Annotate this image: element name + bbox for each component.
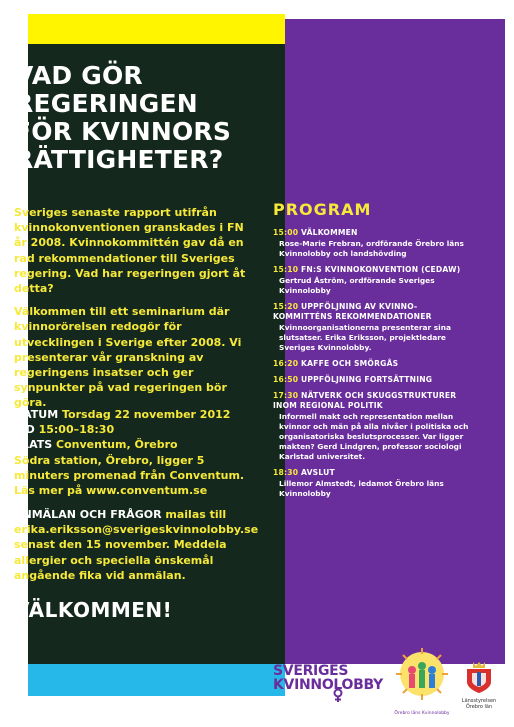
time-value: 15:00–18:30 — [38, 423, 115, 437]
event-details — [14, 407, 250, 498]
program-item-head — [273, 391, 469, 411]
sun-figures-icon — [394, 648, 450, 706]
place-value: Conventum, Örebro — [56, 438, 178, 452]
program-item-title: AVSLUT — [301, 468, 335, 477]
program-item-head — [273, 359, 469, 369]
program-item-head — [273, 302, 469, 322]
registration-text: mailas till — [165, 508, 227, 521]
program-item-head — [273, 265, 469, 275]
purple-top-band — [285, 19, 505, 44]
headline-line: REGERINGEN — [14, 89, 198, 118]
program-item-desc: Kvinnoorganisationerna presenterar sina slutsatser. Erika Eriksson, projektledare Sveriges Kvinnolobby. — [279, 323, 451, 352]
registration-deadline: senast den 15 november. Meddela allergier och speciella önskemål angående fika vid anmälan. — [14, 538, 227, 582]
logo-line: KVINNOLOBBY — [273, 677, 383, 693]
program-item — [273, 302, 469, 353]
logo-line: SVERIGES — [273, 663, 349, 679]
program-item — [273, 228, 469, 259]
program-item-title: NÄTVERK OCH SKUGGSTRUKTURER INOM REGIONAL POLITIK — [273, 391, 457, 410]
intro-paragraph: Välkommen till ett seminarium där kvinnorörelsen redogör för utvecklingen i Sverige efter 2008. Vi presenterar vår granskning av regeringens insatser och ger synpunkter på vad regeringen bör göra. — [14, 305, 242, 410]
program-item — [273, 375, 469, 385]
lansstyrelsen-logo — [457, 660, 501, 710]
place-label: PLATS — [14, 438, 53, 452]
headline-line: RÄTTIGHETER? — [14, 145, 224, 174]
program-item — [273, 359, 469, 369]
orebro-kvinnolobby-logo — [392, 648, 452, 716]
program-time: 15:00 — [273, 228, 299, 237]
registration-email[interactable]: erika.eriksson@sverigeskvinnolobby.se — [14, 523, 259, 537]
program-item-title: UPPFÖLJNING AV KVINNO-KOMMITTÉNS REKOMMENDATIONER — [273, 302, 432, 321]
place-line — [14, 437, 250, 452]
orebro-logo-caption: Örebro läns Kvinnolobby — [394, 711, 450, 716]
program-list — [273, 228, 469, 505]
date-label: DATUM — [14, 408, 59, 421]
date-line — [14, 407, 250, 422]
program-time: 18:30 — [273, 468, 299, 477]
lst-caption: Örebro län — [465, 704, 493, 710]
time-label: TID — [14, 423, 35, 437]
program-item — [273, 468, 469, 499]
program-item-title: KAFFE OCH SMÖRGÅS — [301, 359, 399, 368]
venus-icon — [331, 688, 345, 702]
yellow-strip — [28, 14, 285, 44]
blue-strip — [28, 664, 285, 696]
headline-line: FÖR KVINNORS — [14, 117, 232, 146]
program-time: 15:10 — [273, 265, 299, 274]
program-item-title: VÄLKOMMEN — [301, 228, 358, 237]
program-item — [273, 265, 469, 296]
place-extra: Södra station, Örebro, ligger 5 minuters promenad från Conventum. Läs mer på www.conventum.se — [14, 453, 245, 498]
welcome-text: VÄLKOMMEN! — [14, 598, 173, 622]
sveriges-kvinnolobby-logo — [273, 664, 383, 692]
program-item-head — [273, 375, 469, 385]
program-item-desc: Lillemor Almstedt, ledamot Örebro läns Kvinnolobby — [279, 479, 444, 498]
registration-label: ANMÄLAN OCH FRÅGOR — [14, 508, 162, 521]
coat-of-arms-icon — [464, 660, 494, 694]
program-item-head — [273, 468, 469, 478]
intro-paragraph: Sveriges senaste rapport utifrån kvinnokonventionen granskades i FN år 2008. Kvinnokommittén gav då en rad rekommendationer till Sveriges regering. Vad har regeringen gjort åt detta? — [14, 206, 246, 296]
intro-text — [14, 205, 250, 419]
program-item-title: UPPFÖLJNING FORTSÄTTNING — [301, 375, 433, 384]
program-time: 16:50 — [273, 375, 299, 384]
program-item-desc: Gertrud Åström, ordförande Sveriges Kvinnolobby — [279, 276, 435, 295]
date-value: Torsdag 22 november 2012 — [62, 408, 231, 421]
program-item-title: FN:S KVINNOKONVENTION (CEDAW) — [301, 265, 461, 274]
headline-line: VAD GÖR — [14, 61, 143, 90]
program-item — [273, 391, 469, 462]
program-time: 16:20 — [273, 359, 299, 368]
program-title: PROGRAM — [273, 200, 372, 219]
time-line — [14, 422, 250, 437]
program-time: 15:20 — [273, 302, 299, 311]
program-item-desc: Informell makt och representation mellan kvinnor och män på alla nivåer i politiska och organisatoriska beslutsprocesser. Var ligger makten? Gerd Lindgren, professor sociologi Karlstad universitet. — [279, 412, 469, 461]
program-item-desc: Rose-Marie Frebran, ordförande Örebro läns Kvinnolobby och landshövding — [279, 239, 464, 258]
program-item-head — [273, 228, 469, 238]
lst-caption: Länsstyrelsen — [461, 698, 497, 704]
headline — [14, 62, 254, 174]
registration-info — [14, 507, 259, 583]
program-time: 17:30 — [273, 391, 299, 400]
